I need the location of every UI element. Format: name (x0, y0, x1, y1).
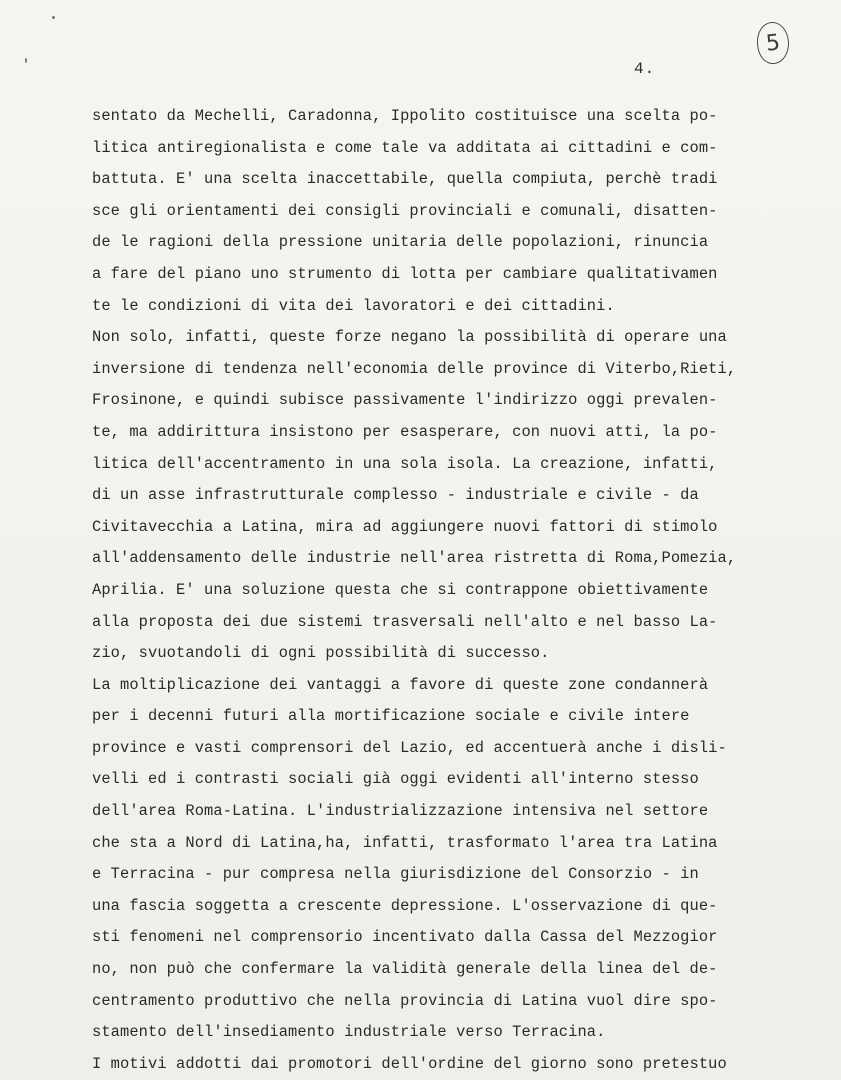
text-line: te le condizioni di vita dei lavoratori e dei cittadini. (92, 296, 615, 315)
text-line: Frosinone, e quindi subisce passivamente l'indirizzo oggi prevalen- (92, 391, 718, 410)
text-line: Civitavecchia a Latina, mira ad aggiungere nuovi fattori di stimolo (92, 517, 718, 536)
text-line: sce gli orientamenti dei consigli provinciali e comunali, disatten- (92, 201, 718, 220)
text-line: Non solo, infatti, queste forze negano la possibilità di operare una (92, 328, 727, 347)
body-text (92, 101, 792, 1080)
text-line: province e vasti comprensori del Lazio, ed accentuerà anche i disli- (92, 738, 727, 757)
handwritten-folio-number (755, 20, 791, 65)
text-line: inversione di tendenza nell'economia delle province di Viterbo,Rieti, (92, 359, 737, 378)
folio-number-text: 5 (764, 29, 782, 57)
text-line: e Terracina - pur compresa nella giurisdizione del Consorzio - in (92, 865, 699, 884)
text-line: de le ragioni della pressione unitaria delle popolazioni, rinuncia (92, 233, 709, 252)
text-line: sentato da Mechelli, Caradonna, Ippolito costituisce una scelta po- (92, 107, 718, 125)
text-line: alla proposta dei due sistemi trasversali nell'alto e nel basso La- (92, 612, 718, 631)
text-line: no, non può che confermare la validità generale della linea del de- (92, 960, 718, 979)
text-line: La moltiplicazione dei vantaggi a favore di queste zone condannerà (92, 675, 709, 694)
text-line: velli ed i contrasti sociali già oggi evidenti all'interno stesso (92, 770, 699, 789)
text-line: a fare del piano uno strumento di lotta per cambiare qualitativamen (92, 264, 718, 283)
ink-speck (25, 58, 27, 63)
text-line: sti fenomeni nel comprensorio incentivato dalla Cassa del Mezzogior (92, 928, 718, 947)
text-line: una fascia soggetta a crescente depressione. L'osservazione di que- (92, 896, 718, 915)
text-line: Aprilia. E' una soluzione questa che si contrappone obiettivamente (92, 580, 709, 599)
text-line: zio, svuotandoli di ogni possibilità di successo. (92, 644, 550, 663)
text-line: all'addensamento delle industrie nell'area ristretta di Roma,Pomezia, (92, 549, 737, 568)
text-line: che sta a Nord di Latina,ha, infatti, trasformato l'area tra Latina (92, 833, 718, 852)
text-line: I motivi addotti dai promotori dell'ordine del giorno sono pretestuo (92, 1054, 727, 1073)
text-line: battuta. E' una scelta inaccettabile, quella compiuta, perchè tradi (92, 170, 718, 189)
text-line: litica dell'accentramento in una sola isola. La creazione, infatti, (92, 454, 718, 473)
text-line: di un asse infrastrutturale complesso - industriale e civile - da (92, 486, 699, 505)
text-line: litica antiregionalista e come tale va additata ai cittadini e com- (92, 138, 718, 157)
text-line: stamento dell'insediamento industriale verso Terracina. (92, 1023, 606, 1042)
text-line: te, ma addirittura insistono per esasperare, con nuovi atti, la po- (92, 422, 718, 441)
text-line: per i decenni futuri alla mortificazione sociale e civile intere (92, 707, 690, 726)
text-line: centramento produttivo che nella provincia di Latina vuol dire spo- (92, 991, 718, 1010)
text-line: dell'area Roma-Latina. L'industrializzazione intensiva nel settore (92, 802, 709, 821)
page-number: 4. (634, 60, 656, 78)
ink-speck (52, 16, 55, 19)
